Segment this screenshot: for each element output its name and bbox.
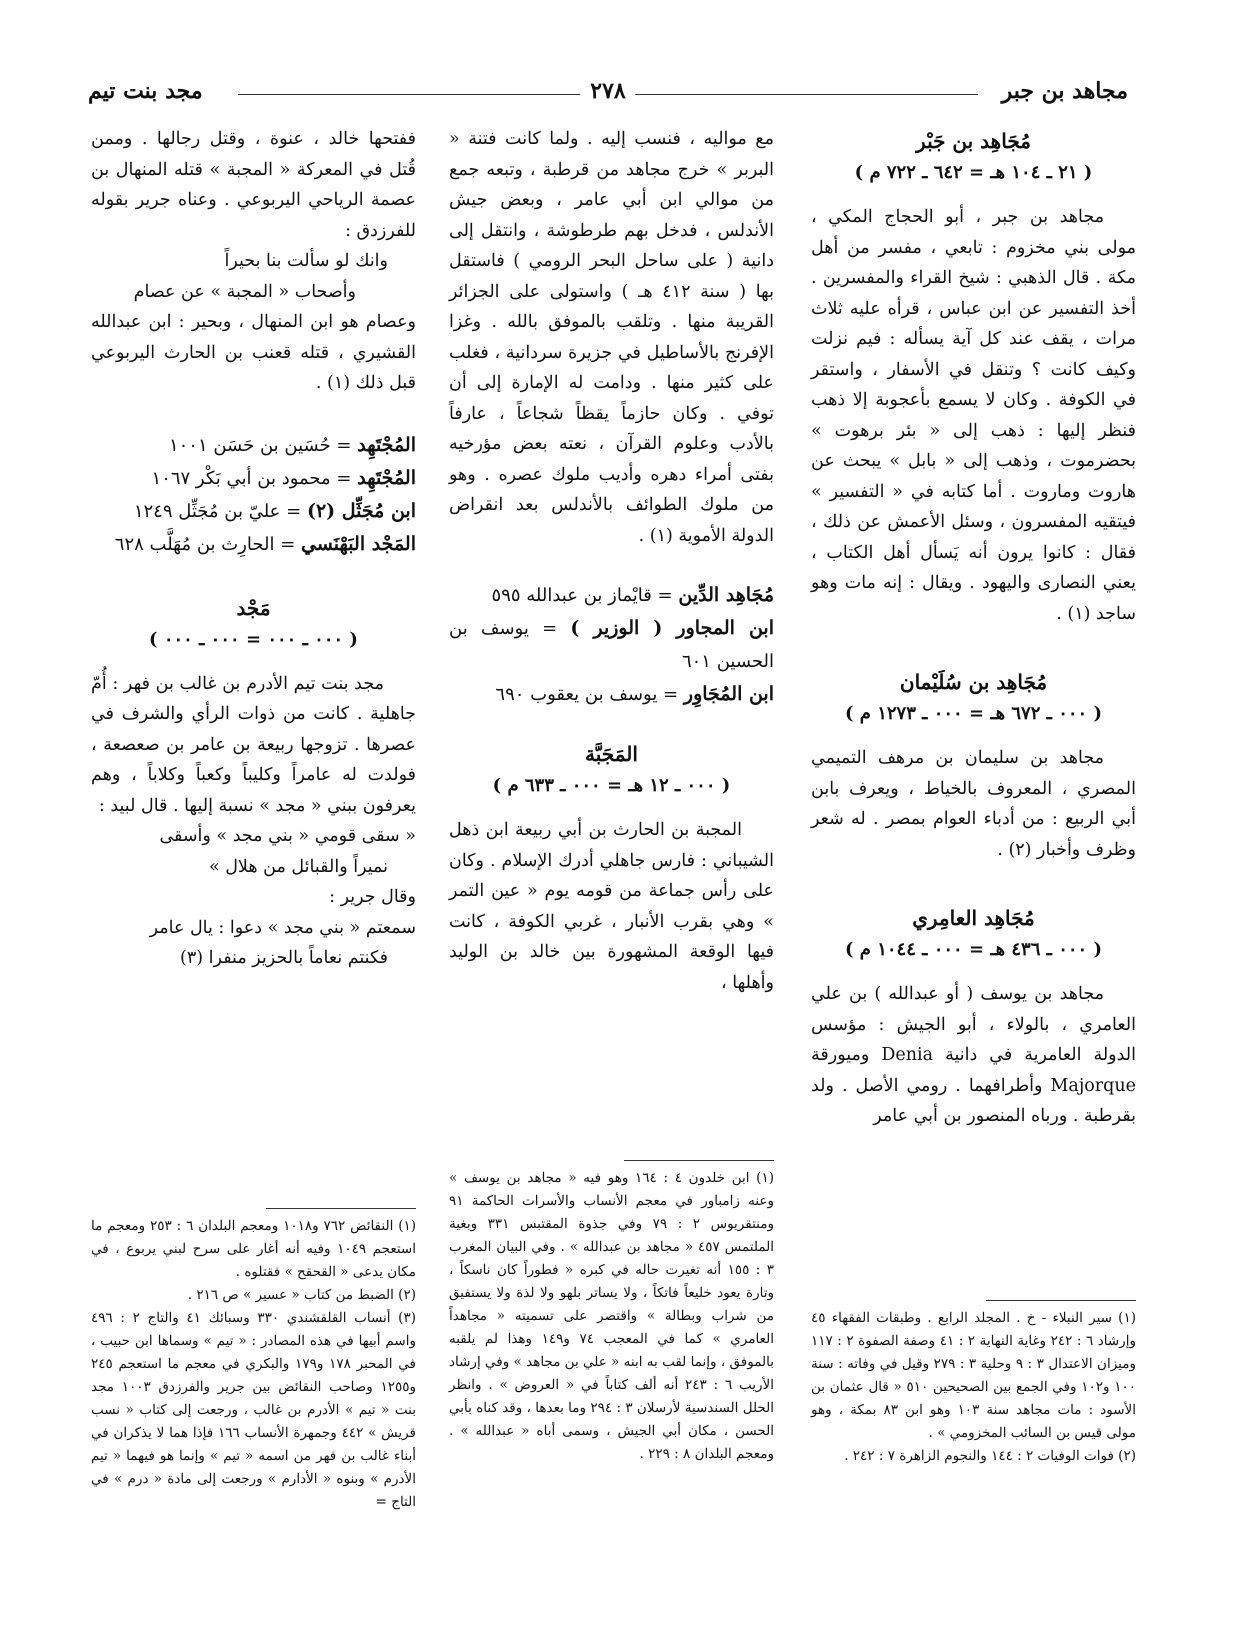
- column-right: [811, 124, 1136, 1132]
- entry-body: ففتحها خالد ، عنوة ، وقتل رجالها . وممن قُتل في المعركة « المجبة » قتله المنهال بن عصمة الرياحي اليربوعي . وعناه جرير بقوله للفرزدق :: [91, 129, 416, 241]
- xref-name: المُجْتَهِد: [357, 466, 416, 489]
- column-middle: [449, 124, 774, 998]
- poem-line: سمعتم « بني مجد » دعوا : يال عامر: [149, 917, 416, 938]
- cross-reference: [91, 462, 416, 495]
- xref-target: = يوسف بن الحسين ٦٠١: [449, 618, 774, 672]
- entry-title: مَجْد: [236, 595, 271, 620]
- entry-dates: ( ٠٠٠ ـ ٤٣٦ هـ = ٠٠٠ ـ ١٠٤٤ م ): [845, 939, 1102, 960]
- poem-line: نميراً والقبائل من هلال »: [208, 856, 388, 877]
- xref-target: = محمود بن أبي بَكْر ١٠٦٧: [151, 467, 358, 489]
- xref-name: ابن المُجَاوِر: [683, 683, 774, 705]
- entry-body: وعصام هو ابن المنهال ، وبحير : ابن عبدالله القشيري ، قتله قعنب بن الحارث اليربوعي قبل ذلك (١) .: [91, 312, 416, 393]
- header-rule-left: [238, 94, 588, 95]
- footnotes-left: [91, 1208, 416, 1514]
- entry-body: مجاهد بن جبر ، أبو الحجاج المكي ، مولى بني مخزوم : تابعي ، مفسر من أهل مكة . قال الذهبي : شيخ القراء والمفسرين . أخذ التفسير عن ابن عباس ، قرأه عليه ثلاث مرات ، يقف عند كل آية يسأله : فيم نزلت وكيف كانت ؟ وتنقل في الأسفار ، واستقر في الكوفة . وكان لا يسمع بأعجوبة إلا ذهب فنظر إليها : ذهب إلى « بئر برهوت » بحضرموت ، وذهب إلى « بابل » يبحث عن هاروت وماروت . أما كتابه في « التفسير » فيتقيه المفسرون ، وسئل الأعمش عن ذلك ، فقال : كانوا يرون أنه يَسأل أهل الكتاب ، يعني النصارى واليهود . ويقال : إنه مات وهو ساجد (١) .: [811, 207, 1136, 624]
- footnote: (١) النقائض ٧٦٢ و١٠١٨ ومعجم البلدان ٦ : ٢٥٣ ومعجم ما استعجم ١٠٤٩ وفيه أنه أغار على سرح لبني يربوع ، في مكان يدعى « القحقح » فقتلوه .: [91, 1218, 417, 1280]
- entry-body: وقال جرير :: [329, 887, 416, 907]
- header-rule-right: [628, 94, 978, 95]
- footnote-rule: [986, 1300, 1136, 1301]
- footnote-rule: [624, 1160, 774, 1161]
- cross-reference: [449, 678, 774, 711]
- footnote: (٣) أنساب القلقشندي ٣٣٠ وسبائك ٤١ والتاج ٢ : ٤٩٦ واسم أبيها في هذه المصادر : « تيم » وسماها ابن حبيب ، في المحبر ١٧٨ و١٧٩ والبكري في معجم ما استعجم ٢٤٥ و١٢٥٥ وصاحب النقائض بين جرير والفرزدق ١٠٠٣ مجد بنت « تيم » الأدرم بن غالب ، ورجعت إلى كتاب « نسب قريش » ٤٤٢ وجمهرة الأنساب ١٦٦ فإذا هما لا يذكران في أبناء غالب بن فهر من اسمه « تيم » وإنما هو فيهما « تيم الأدرم » وبنوه « الأدارم » ورجعت إلى مادة « درم » في التاج =: [91, 1310, 416, 1510]
- xref-name: مُجَاهِد الدِّين: [678, 584, 774, 606]
- footnotes-right: [811, 1300, 1136, 1468]
- entry-body: مجاهد بن يوسف ( أو عبدالله ) بن علي العامري ، بالولاء ، أبو الجيش : مؤسس الدولة العامرية في دانية Denia وميورقة Majorque وأطرافهما . رومي الأصل . ولد بقرطبة . ورباه المنصور بن أبي عامر: [811, 984, 1136, 1126]
- cross-reference: [91, 528, 416, 561]
- entry-dates: ( ٠٠٠ ـ ٦٧٢ هـ = ٠٠٠ ـ ١٢٧٣ م ): [845, 703, 1102, 724]
- footnote: (٢) فوات الوفيات ٢ : ١٤٤ والنجوم الزاهرة ٧ : ٢٤٢ .: [844, 1448, 1136, 1464]
- xref-target: = قايْماز بن عبدالله ٥٩٥: [491, 585, 679, 606]
- footnote: (١) ابن خلدون ٤ : ١٦٤ وهو فيه « مجاهد بن يوسف » وعنه زامباور في معجم الأنساب والأسرات الحاكمة ٩١ ومنتقريوس ٢ : ٧٩ وفي جذوة المقتبس ٣٣١ وبغية الملتمس ٤٥٧ « مجاهد بن عبدالله » . وفي البيان المغرب ٣ : ١٥٥ أنه تغيرت حاله في كبره « فطوراً كان ناسكاً ، وتارة يعود خليعاً فاتكاً ، ولا يساتر بلهو ولا لذة ولا يستفيق من شراب وبطالة » واقتصر على تسميته « مجاهداً العامري » كما في المعجب ٧٤ و١٤٩ وهذا لم يلقبه بالموفق ، وإنما لقب به ابنه « علي بن مجاهد » وفي إرشاد الأريب ٦ : ٢٤٣ أنه ألف كتاباً في « العروض » . وانظر الحلل السندسية لأرسلان ٣ : ٢٩٤ وما بعدها ، وقد كناه بأبي الحسن ، مكان أبي الجيش ، وسمى أباه « عبدالله » . ومعجم البلدان ٨ : ٢٢٩ .: [449, 1170, 775, 1462]
- xref-name: ابن مُجَثِّل (٢): [306, 499, 416, 522]
- column-left: [91, 124, 416, 974]
- xref-target: = الحارِث بن مُهَلَّب ٦٢٨: [114, 533, 302, 555]
- running-head-left: مجد بنت تيم: [88, 78, 203, 104]
- entry-body: مجاهد بن سليمان بن مرهف التميمي المصري ، المعروف بالخياط ، ويعرف بابن أبي الربيع : من أدباء العوام بمصر . له شعر وظرف وأخبار (٢) .: [811, 748, 1136, 860]
- poem-line: فكنتم نعاماً بالحزيز منفرا (٣): [180, 948, 388, 968]
- page-number: ٢٧٨: [580, 78, 635, 104]
- footnote: (١) سير النبلاء - خ . المجلد الرابع . وطبقات الفقهاء ٤٥ وإرشاد ٦ : ٢٤٢ وغاية النهاية ٢ : ٤١ وصفة الصفوة ٢ : ١١٧ وميزان الاعتدال ٣ : ٩ وحلية ٣ : ٢٧٩ وقيل في وفاته : سنة ١٠٠ و١٠٢ وفي الجمع بين الصحيحين ٥١٠ « قال عثمان بن الأسود : مات مجاهد سنة ١٠٣ وهو ابن ٨٣ بمكة ، وهو مولى قيس بن السائب المخزومي » .: [811, 1310, 1137, 1441]
- entry-title: مُجَاهِد بن جَبْر: [916, 129, 1031, 153]
- cross-reference: [91, 495, 416, 528]
- entry-body: مجد بنت تيم الأدرم بن غالب بن فهر : أُمّ جاهلية . كانت من ذوات الرأي والشرف في عصرها . تزوجها ربيعة بن عامر بن صعصعة ، فولدت له عامراً وكليباً وكعباً وكلاباً ، وهم يعرفون ببني « مجد » نسبة إليها . قال لبيد :: [91, 673, 416, 816]
- page-header: [88, 78, 1128, 114]
- xref-target: = عليّ بن مُجَثِّل ١٢٤٩: [133, 500, 307, 522]
- entry-dates: ( ٠٠٠ ـ ١٢ هـ = ٠٠٠ ـ ٦٣٣ م ): [492, 775, 731, 796]
- poem-line: « سقى قومي « بني مجد » وأسقى: [159, 826, 416, 846]
- entry-dates: ( ٠٠٠ ـ ٠٠٠ = ٠٠٠ ـ ٠٠٠ ): [149, 628, 358, 650]
- xref-name: ابن المجاور ( الوزير ): [570, 617, 775, 639]
- poem-line: وانك لو سألت بنا بحيراً: [224, 251, 388, 271]
- entry-body: مع مواليه ، فنسب إليه . ولما كانت فتنة « البربر » خرج مجاهد من قرطبة ، وتبعه جمع من موالي ابن أبي عامر ، وبعض جيش الأندلس ، فدخل بهم طرطوشة ، وانتقل إلى دانية ( على ساحل البحر الرومي ) فاستقل بها ( سنة ٤١٢ هـ ) واستولى على الجزائر القريبة منها . وتلقب بالموفق بالله . وغزا الإفرنج بالأساطيل في جزيرة سردانية ، فغلب على كثير منها . ودامت له الإمارة إلى أن توفي . وكان حازماً يقظاً شجاعاً ، عارفاً بالأدب وعلوم القرآن ، نعته بعض مؤرخيه بفتى أمراء دهره وأديب ملوك عصره . وهو من ملوك الطوائف بالأندلس بعد انقراض الدولة الأموية (١) .: [449, 129, 774, 546]
- poem-line: وأصحاب « المجبة » عن عصام: [133, 281, 356, 302]
- entry-title: المَجَبَّة: [585, 742, 638, 766]
- xref-name: المَجْد البَهْنَسي: [301, 532, 416, 555]
- cross-reference: [91, 429, 416, 462]
- entry-title: مُجَاهِد بن سُلَيْمان: [899, 670, 1048, 694]
- xref-name: المُجْتَهِد: [357, 433, 416, 456]
- footnotes-middle: [449, 1160, 774, 1466]
- footnote: (٢) الضبط من كتاب « عسير » ص ٢١٦ .: [187, 1287, 416, 1303]
- xref-target: = حُسَين بن حَسَن ١٠٠١: [168, 434, 358, 456]
- xref-target: = يوسف بن يعقوب ٦٩٠: [495, 684, 684, 705]
- entry-dates: ( ٢١ ـ ١٠٤ هـ = ٦٤٢ ـ ٧٢٢ م ): [854, 162, 1093, 183]
- footnote-rule: [266, 1208, 416, 1209]
- running-head-right: مجاهد بن جبر: [1001, 78, 1128, 104]
- cross-reference: [449, 612, 774, 678]
- cross-reference: [449, 579, 774, 612]
- entry-body: المجبة بن الحارث بن أبي ربيعة ابن ذهل الشيباني : فارس جاهلي أدرك الإسلام . وكان على رأس جماعة من قومه يوم « عين التمر » وهي بقرب الأنبار ، غربي الكوفة ، كانت فيها الوقعة المشهورة بين خالد بن الوليد وأهلها ،: [449, 820, 774, 993]
- entry-title: مُجَاهِد العامِري: [912, 906, 1035, 930]
